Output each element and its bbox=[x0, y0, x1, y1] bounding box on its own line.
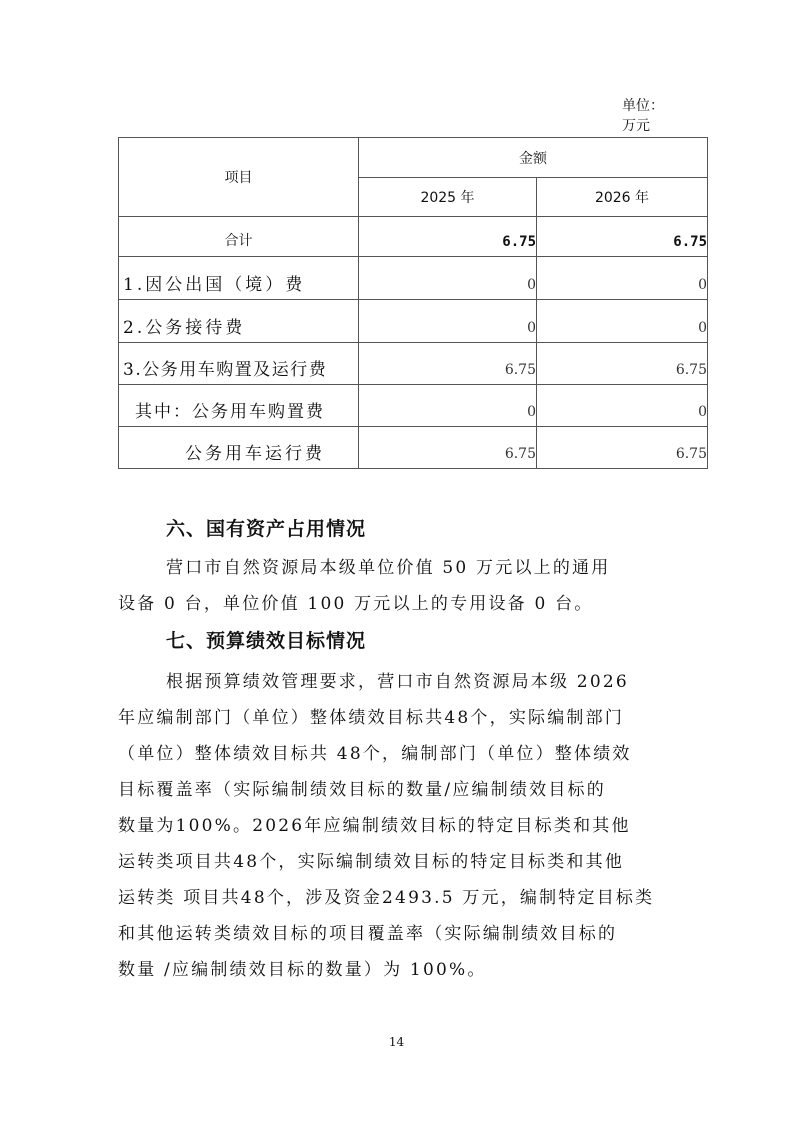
paragraph-line: 运转类项目共48个，实际编制绩效目标的特定目标类和其他 bbox=[118, 852, 625, 872]
paragraph-line: 根据预算绩效管理要求，营口市自然资源局本级 2026 bbox=[166, 672, 629, 692]
cell-2025: 0 bbox=[359, 257, 537, 300]
cell-2025: 6.75 bbox=[359, 427, 537, 469]
paragraph-line: 年应编制部门（单位）整体绩效目标共48个，实际编制部门 bbox=[118, 708, 625, 728]
row-label: 公务用车运行费 bbox=[119, 427, 359, 469]
paragraph-line: 设备 0 台，单位价值 100 万元以上的专用设备 0 台。 bbox=[118, 594, 594, 614]
header-year-2026: 2026 年 bbox=[537, 178, 708, 217]
unit-label-line: 万元 bbox=[622, 118, 650, 134]
paragraph-line: 运转类 项目共48个，涉及资金2493.5 万元，编制特定目标类 bbox=[118, 888, 655, 908]
table-row bbox=[119, 300, 708, 343]
table-row bbox=[119, 427, 708, 469]
table-row bbox=[119, 385, 708, 427]
row-label: 1.因公出国（境）费 bbox=[119, 257, 359, 300]
paragraph-line: （单位）整体绩效目标共 48个，编制部门（单位）整体绩效 bbox=[118, 744, 632, 764]
cell-2026: 6.75 bbox=[537, 217, 708, 257]
row-label: 其中：公务用车购置费 bbox=[119, 385, 359, 427]
cell-2025: 6.75 bbox=[359, 217, 537, 257]
header-item: 项目 bbox=[119, 138, 359, 217]
header-amount: 金额 bbox=[359, 138, 708, 178]
table-row-total bbox=[119, 217, 708, 257]
row-label: 2.公务接待费 bbox=[119, 300, 359, 343]
header-year-2025: 2025 年 bbox=[359, 178, 537, 217]
cell-2026: 6.75 bbox=[537, 343, 708, 385]
page-number: 14 bbox=[388, 1035, 405, 1049]
section-6-heading: 六、国有资产占用情况 bbox=[166, 518, 367, 540]
expense-table bbox=[118, 137, 708, 469]
table-row bbox=[119, 257, 708, 300]
section-7-paragraph bbox=[118, 664, 712, 988]
paragraph-line: 和其他运转类绩效目标的项目覆盖率（实际编制绩效目标的 bbox=[118, 924, 618, 944]
paragraph-line: 营口市自然资源局本级单位价值 50 万元以上的通用 bbox=[166, 558, 611, 578]
cell-2025: 0 bbox=[359, 385, 537, 427]
row-label: 3.公务用车购置及运行费 bbox=[119, 343, 359, 385]
paragraph-line: 数量为100%。2026年应编制绩效目标的特定目标类和其他 bbox=[118, 816, 631, 836]
cell-2025: 6.75 bbox=[359, 343, 537, 385]
cell-2025: 0 bbox=[359, 300, 537, 343]
cell-2026: 0 bbox=[537, 257, 708, 300]
cell-2026: 0 bbox=[537, 300, 708, 343]
cell-2026: 6.75 bbox=[537, 427, 708, 469]
row-label: 合计 bbox=[119, 217, 359, 257]
section-6-paragraph bbox=[118, 550, 712, 622]
cell-2026: 0 bbox=[537, 385, 708, 427]
section-7-heading: 七、预算绩效目标情况 bbox=[166, 630, 367, 652]
paragraph-line: 数量 /应编制绩效目标的数量）为 100%。 bbox=[118, 960, 487, 980]
table-row bbox=[119, 343, 708, 385]
unit-label-line: 单位： bbox=[622, 98, 664, 114]
paragraph-line: 目标覆盖率（实际编制绩效目标的数量/应编制绩效目标的 bbox=[118, 780, 606, 800]
unit-label bbox=[622, 96, 664, 136]
